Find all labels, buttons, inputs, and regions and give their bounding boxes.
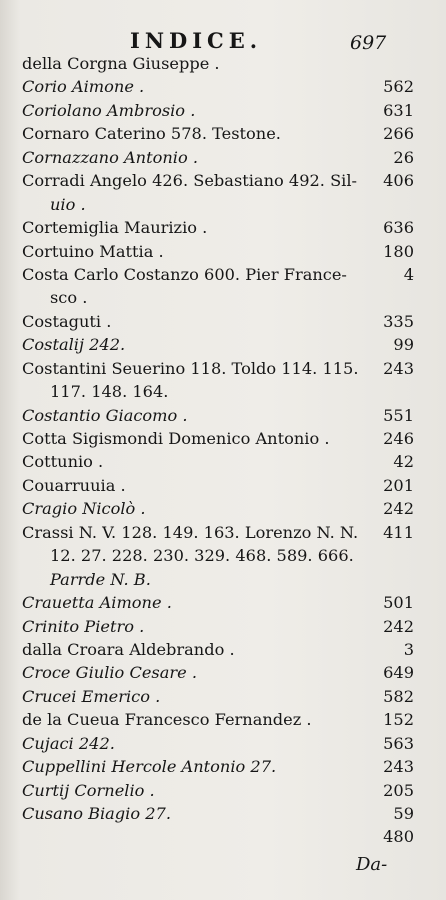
index-entry [22,286,414,309]
index-entry [22,333,414,356]
entry-name: Curtij Cornelio . [22,780,155,800]
entry-name: uio . [50,194,86,214]
index-entry [22,193,414,216]
index-entry [22,779,414,802]
entry-page-number: 551 [383,405,414,425]
entry-page-number: 242 [383,499,414,519]
entry-name: Crassi N. V. 128. 149. 163. Lorenzo N. N. [22,522,359,542]
index-entry [22,497,414,520]
entry-name: Cragio Nicolò . [22,499,146,519]
entry-name: 12. 27. 228. 230. 329. 468. 589. 666. [50,546,354,566]
entry-page-number: 99 [393,335,414,355]
entry-page-number: 562 [383,77,414,97]
entry-page-number: 631 [383,100,414,120]
entry-name: Cottunio . [22,452,104,472]
index-entry [22,732,414,755]
entry-page-number: 501 [383,593,414,613]
index-entry [22,380,414,403]
entry-page-number: 4 [403,264,414,284]
entry-name: Croce Giulio Cesare . [22,663,197,683]
entry-name: Costantini Seuerino 118. Toldo 114. 115. [22,358,359,378]
index-entry [22,521,414,544]
entry-name: Costantio Giacomo . [22,405,188,425]
entry-page-number: 636 [383,218,414,238]
entry-page-number: 582 [383,686,414,706]
entry-name: della Corgna Giuseppe . [22,54,220,73]
index-entry [22,240,414,263]
index-entry [22,802,414,825]
index-entry [22,825,414,848]
entry-page-number: 335 [383,311,414,331]
entry-page-number: 205 [383,780,414,800]
index-entry [22,357,414,380]
entry-page-number: 242 [383,616,414,636]
index-entry [22,638,414,661]
index-list [22,52,414,849]
entry-page-number: 563 [383,733,414,753]
entry-page-number: 411 [383,522,414,542]
index-entry [22,404,414,427]
entry-name: Corradi Angelo 426. Sebastiano 492. Sil- [22,171,357,191]
entry-name: Cornaro Caterino 578. Testone. [22,124,281,144]
index-entry [22,615,414,638]
entry-page-number: 3 [403,639,414,659]
index-entry [22,169,414,192]
catchword: Da- [356,854,388,875]
entry-page-number: 266 [383,124,414,144]
entry-name: Costalij 242. [22,335,126,355]
entry-page-number: 243 [383,358,414,378]
index-entry [22,216,414,239]
index-entry [22,544,414,567]
entry-page-number: 201 [383,475,414,495]
entry-page-number: 152 [383,710,414,730]
entry-name: Cornazzano Antonio . [22,147,198,167]
index-entry [22,755,414,778]
index-entry [22,75,414,98]
index-entry [22,450,414,473]
index-entry [22,427,414,450]
index-entry [22,99,414,122]
entry-name: Couarruuia . [22,475,126,495]
entry-page-number: 406 [383,171,414,191]
entry-name: Cusano Biagio 27. [22,804,171,823]
index-entry [22,263,414,286]
entry-name: 117. 148. 164. [50,382,169,402]
index-entry [22,568,414,591]
index-entry [22,146,414,169]
entry-name: Coriolano Ambrosio . [22,100,196,120]
index-entry [22,661,414,684]
entry-page-number: 649 [383,663,414,683]
entry-page-number: 42 [393,452,414,472]
entry-name: Crinito Pietro . [22,616,145,636]
entry-page-number: 59 [393,804,414,823]
entry-name: Cotta Sigismondi Domenico Antonio . [22,429,330,448]
entry-name: Costa Carlo Costanzo 600. Pier France- [22,264,347,284]
entry-page-number: 246 [383,429,414,448]
page-title: INDICE. [130,28,263,53]
index-entry [22,708,414,731]
page-number: 697 [350,32,387,54]
entry-name: Cuppellini Hercole Antonio 27. [22,757,277,777]
entry-page-number: 180 [383,241,414,261]
entry-name: Costaguti . [22,311,112,331]
entry-name: Crucei Emerico . [22,686,161,706]
index-entry [22,52,414,75]
entry-name: sco . [50,288,88,308]
index-entry [22,310,414,333]
index-entry [22,474,414,497]
entry-name: Corio Aimone . [22,77,145,97]
entry-page-number: 243 [383,757,414,777]
entry-name: Cortemiglia Maurizio . [22,218,208,238]
entry-name: de la Cueua Francesco Fernandez . [22,710,312,730]
entry-name: Parrde N. B. [50,569,151,589]
entry-name: Cortuino Mattia . [22,241,164,261]
entry-name: Cujaci 242. [22,733,115,753]
entry-page-number: 480 [383,827,414,847]
index-entry [22,122,414,145]
index-entry [22,591,414,614]
entry-name: dalla Croara Aldebrando . [22,639,235,659]
entry-page-number: 26 [393,147,414,167]
entry-name: Crauetta Aimone . [22,593,172,613]
index-entry [22,685,414,708]
